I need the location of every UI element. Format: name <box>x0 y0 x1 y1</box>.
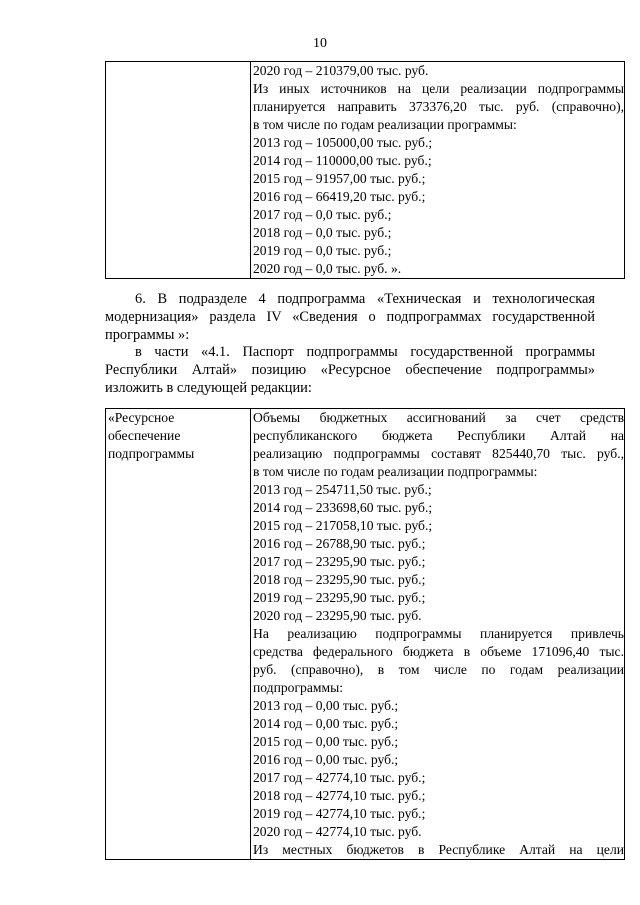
table2-line: 2013 год – 0,00 тыс. руб.; <box>253 698 399 713</box>
table1-line: 2020 год – 0,0 тыс. руб. ». <box>253 261 402 276</box>
table2-line: в том числе по годам реализации подпрограммы: <box>253 464 538 479</box>
table2-line: руб. (справочно), в том числе по годам реализации <box>253 662 624 677</box>
table2-line: подпрограммы: <box>253 680 343 695</box>
paragraph-part-4-1 <box>105 343 595 397</box>
table2-line: 2018 год – 23295,90 тыс. руб.; <box>253 572 426 587</box>
paragraph-line: модернизация» раздела IV «Сведения о подпрограммах государственной <box>105 309 595 325</box>
table2-line: 2020 год – 23295,90 тыс. руб. <box>253 608 422 623</box>
table2-line: 2019 год – 42774,10 тыс. руб.; <box>253 806 426 821</box>
table1-label-cell <box>106 62 251 279</box>
table2-line: 2019 год – 23295,90 тыс. руб.; <box>253 590 426 605</box>
resource-provision-table <box>105 408 625 860</box>
table2-line: средства федерального бюджета в объеме 171096,40 тыс. <box>253 644 624 659</box>
table2-content-cell <box>251 409 625 860</box>
table1-line: 2013 год – 105000,00 тыс. руб.; <box>253 135 433 150</box>
table2-line: На реализацию подпрограммы планируется привлечь <box>253 626 624 641</box>
table1-line: 2015 год – 91957,00 тыс. руб.; <box>253 171 426 186</box>
table2-line: 2017 год – 42774,10 тыс. руб.; <box>253 770 426 785</box>
table2-label-line: подпрограммы <box>108 446 195 461</box>
paragraph-line: в части «4.1. Паспорт подпрограммы государственной программы <box>135 344 595 360</box>
page-number: 10 <box>313 36 327 51</box>
table1-line: 2019 год – 0,0 тыс. руб.; <box>253 243 392 258</box>
table2-line: 2015 год – 217058,10 тыс. руб.; <box>253 518 433 533</box>
table1-line: 2018 год – 0,0 тыс. руб.; <box>253 225 392 240</box>
table1-line: 2016 год – 66419,20 тыс. руб.; <box>253 189 426 204</box>
table1-line: Из иных источников на цели реализации подпрограммы <box>253 81 624 96</box>
paragraph-section-4 <box>105 290 595 344</box>
table1-line: в том числе по годам реализации программы: <box>253 117 517 132</box>
table2-line: 2013 год – 254711,50 тыс. руб.; <box>253 482 432 497</box>
paragraph-line: программы »: <box>105 327 190 343</box>
table2-label-line: «Ресурсное <box>108 410 175 425</box>
table2-line: Объемы бюджетных ассигнований за счет средств <box>253 410 624 425</box>
table1-line: 2014 год – 110000,00 тыс. руб.; <box>253 153 432 168</box>
table2-line: 2020 год – 42774,10 тыс. руб. <box>253 824 422 839</box>
table2-line: 2016 год – 0,00 тыс. руб.; <box>253 752 399 767</box>
table2-line: Из местных бюджетов в Республике Алтай на цели <box>253 842 624 857</box>
funding-table-continued <box>105 61 625 279</box>
table2-line: 2016 год – 26788,90 тыс. руб.; <box>253 536 426 551</box>
table2-line: 2015 год – 0,00 тыс. руб.; <box>253 734 399 749</box>
table1-line: 2017 год – 0,0 тыс. руб.; <box>253 207 392 222</box>
table2-line: республиканского бюджета Республики Алтай на <box>253 428 624 443</box>
table2-label-line: обеспечение <box>108 428 181 443</box>
table2-label-cell <box>106 409 251 860</box>
paragraph-line: Республики Алтай» позицию «Ресурсное обеспечение подпрограммы» <box>105 362 595 378</box>
table1-line: планируется направить 373376,20 тыс. руб. (справочно), <box>253 99 624 114</box>
table2-line: 2014 год – 233698,60 тыс. руб.; <box>253 500 433 515</box>
paragraph-line: изложить в следующей редакции: <box>105 380 312 396</box>
table2-line: 2017 год – 23295,90 тыс. руб.; <box>253 554 426 569</box>
table2-line: реализацию подпрограммы составят 825440,70 тыс. руб., <box>253 446 624 461</box>
table2-line: 2018 год – 42774,10 тыс. руб.; <box>253 788 426 803</box>
table1-content-cell <box>251 62 625 279</box>
paragraph-line: 6. В подразделе 4 подпрограмма «Техническая и технологическая <box>135 291 595 307</box>
table2-line: 2014 год – 0,00 тыс. руб.; <box>253 716 399 731</box>
table1-line: 2020 год – 210379,00 тыс. руб. <box>253 63 429 78</box>
